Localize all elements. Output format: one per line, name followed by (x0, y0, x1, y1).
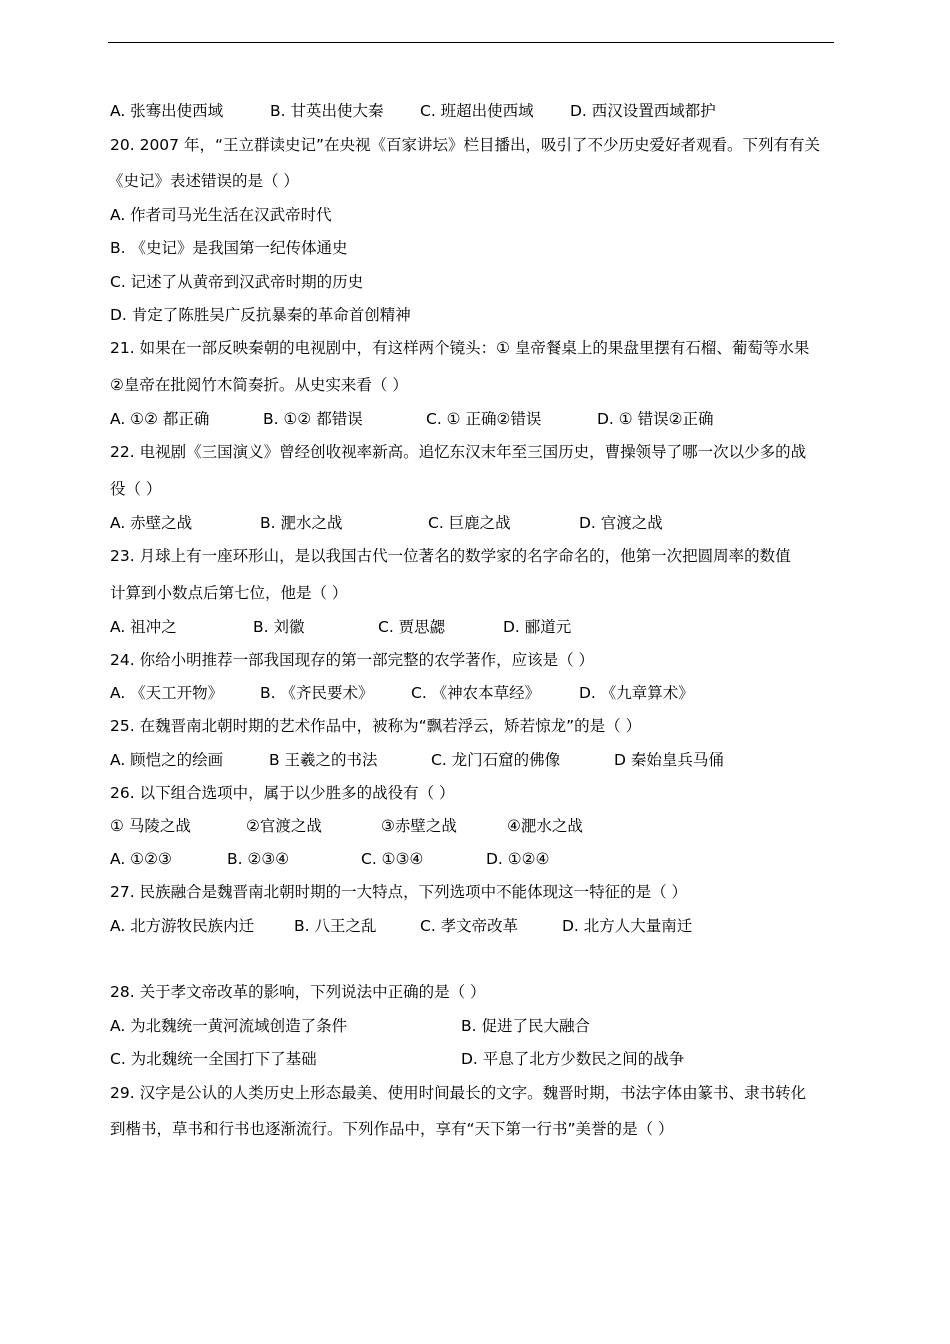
option-b: B. ②③④ (227, 850, 290, 868)
question-stem: 21. 如果在一部反映秦朝的电视剧中，有这样两个镜头：① 皇帝餐桌上的果盘里摆有石榴、葡萄等水果 (110, 339, 810, 357)
combo-item: ③赤壁之战 (381, 817, 457, 835)
option-c: C. 班超出使西域 (420, 102, 534, 120)
option-a: A. ①② 都正确 (110, 410, 210, 428)
option-a: A. 作者司马光生活在汉武帝时代 (110, 206, 332, 224)
question-stem: 计算到小数点后第七位，他是（ ） (110, 584, 348, 602)
option-a: A. 为北魏统一黄河流域创造了条件 (110, 1017, 348, 1035)
combo-item: ① 马陵之战 (110, 817, 191, 835)
option-c: C. 记述了从黄帝到汉武帝时期的历史 (110, 273, 364, 291)
option-d: D. 北方人大量南迁 (562, 917, 693, 935)
option-d: D. 平息了北方少数民之间的战争 (461, 1050, 685, 1068)
option-b: B. 八王之乱 (294, 917, 377, 935)
option-a: A. ①②③ (110, 850, 172, 868)
question-stem: 到楷书，草书和行书也逐渐流行。下列作品中，享有“天下第一行书”美誉的是（ ） (110, 1120, 674, 1138)
option-d: D. 肯定了陈胜吴广反抗暴秦的革命首创精神 (110, 306, 411, 324)
question-stem: 28. 关于孝文帝改革的影响，下列说法中正确的是（ ） (110, 983, 486, 1001)
option-a: A. 《天工开物》 (110, 684, 224, 702)
option-d: D. ① 错误②正确 (597, 410, 714, 428)
option-d: D. 《九章算术》 (579, 684, 694, 702)
option-c: C. 龙门石窟的佛像 (431, 751, 561, 769)
option-d: D. 官渡之战 (579, 514, 663, 532)
option-b: B. ①② 都错误 (263, 410, 363, 428)
option-c: C. ① 正确②错误 (426, 410, 542, 428)
option-a: A. 张骞出使西域 (110, 102, 224, 120)
question-stem: 29. 汉字是公认的人类历史上形态最美、使用时间最长的文字。魏晋时期，书法字体由篆书、隶书转化 (110, 1084, 807, 1102)
question-stem: 26. 以下组合选项中，属于以少胜多的战役有（ ） (110, 784, 455, 802)
option-a: A. 北方游牧民族内迁 (110, 917, 255, 935)
option-d: D. ①②④ (486, 850, 550, 868)
question-stem: 22. 电视剧《三国演义》曾经创收视率新高。追忆东汉末年至三国历史，曹操领导了哪一次以少多的战 (110, 443, 807, 461)
option-c: C. ①③④ (361, 850, 424, 868)
option-c: C. 巨鹿之战 (428, 514, 511, 532)
option-d: D 秦始皇兵马俑 (614, 751, 724, 769)
option-d: D. 西汉设置西域都护 (570, 102, 716, 120)
option-b: B 王羲之的书法 (269, 751, 378, 769)
question-stem: 23. 月球上有一座环形山，是以我国古代一位著名的数学家的名字命名的，他第一次把圆周率的数值 (110, 547, 791, 565)
option-c: C. 《神农本草经》 (411, 684, 541, 702)
question-stem: 20. 2007 年，“王立群读史记”在央视《百家讲坛》栏目播出，吸引了不少历史爱好者观看。下列有有关 (110, 136, 821, 154)
option-b: B. 刘徽 (253, 618, 305, 636)
question-stem: 25. 在魏晋南北朝时期的艺术作品中，被称为“飘若浮云，矫若惊龙”的是（ ） (110, 717, 642, 735)
question-stem: 24. 你给小明推荐一部我国现存的第一部完整的农学著作，应该是（ ） (110, 651, 595, 669)
combo-item: ②官渡之战 (246, 817, 322, 835)
option-c: C. 孝文帝改革 (420, 917, 519, 935)
option-b: B. 《齐民要术》 (260, 684, 374, 702)
question-stem: ②皇帝在批阅竹木简奏折。从史实来看（ ） (110, 376, 408, 394)
question-stem: 27. 民族融合是魏晋南北朝时期的一大特点，下列选项中不能体现这一特征的是（ ） (110, 883, 688, 901)
option-b: B. 《史记》是我国第一纪传体通史 (110, 239, 348, 257)
option-b: B. 促进了民大融合 (461, 1017, 590, 1035)
option-a: A. 赤壁之战 (110, 514, 193, 532)
option-b: B. 甘英出使大秦 (270, 102, 384, 120)
option-b: B. 淝水之战 (260, 514, 343, 532)
option-c: C. 贾思勰 (378, 618, 446, 636)
header-rule (108, 42, 834, 43)
option-c: C. 为北魏统一全国打下了基础 (110, 1050, 317, 1068)
option-a: A. 顾恺之的绘画 (110, 751, 224, 769)
question-stem: 《史记》表述错误的是（ ） (108, 172, 299, 190)
option-d: D. 郦道元 (503, 618, 572, 636)
combo-item: ④淝水之战 (507, 817, 583, 835)
option-a: A. 祖冲之 (110, 618, 177, 636)
question-stem: 役（ ） (110, 480, 162, 498)
